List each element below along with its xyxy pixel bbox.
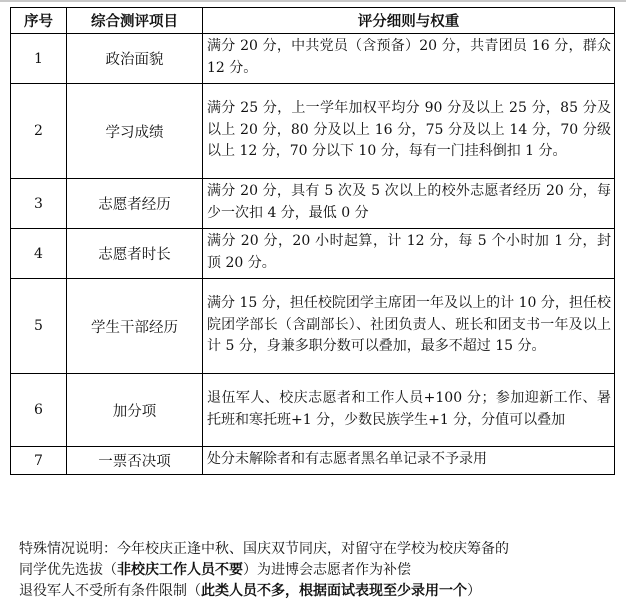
notes-line-2-pre: 同学优先选拔（: [19, 562, 117, 578]
row-rule: 满分 20 分，具有 5 次及 5 次以上的校外志愿者经历 20 分，每少一次扣 4 分，最低 0 分: [203, 179, 615, 229]
notes-line-3-bold: 此类人员不多，根据面试表现至少录用一个: [201, 583, 467, 599]
header-index: 序号: [11, 8, 67, 34]
row-rule: 退伍军人、校庆志愿者和工作人员+100 分；参加迎新工作、暑托班和寒托班+1 分，少数民族学生+1 分，分值可以叠加: [203, 374, 615, 447]
notes-line-2-bold: 非校庆工作人员不要: [117, 562, 243, 578]
header-rule: 评分细则与权重: [203, 8, 615, 34]
notes-line-3: [19, 581, 619, 602]
row-index: 3: [11, 179, 67, 229]
table-row: [11, 179, 615, 229]
evaluation-table: [10, 7, 615, 475]
table-row: [11, 447, 615, 475]
notes-line-2-post: ）为进博会志愿者作为补偿: [243, 562, 411, 578]
row-index: 6: [11, 374, 67, 447]
row-rule: 满分 15 分，担任校院团学主席团一年及以上的计 10 分，担任校院团学部长（含副部长）、社团负责人、班长和团支书一年及以上计 5 分，身兼多职分数可以叠加，最多不超过 15 分。: [203, 279, 615, 374]
row-index: 7: [11, 447, 67, 475]
row-index: 4: [11, 229, 67, 279]
row-rule: 满分 20 分，中共党员（含预备）20 分，共青团员 16 分，群众 12 分。: [203, 34, 615, 84]
table-row: [11, 34, 615, 84]
notes-line-3-post: ）: [467, 583, 481, 599]
row-item: 学生干部经历: [67, 279, 203, 374]
row-index: 2: [11, 84, 67, 179]
notes-line-3-pre: 退役军人不受所有条件限制（: [19, 583, 201, 599]
table-row: [11, 84, 615, 179]
top-border-line: [0, 0, 626, 2]
special-notes: [19, 539, 619, 602]
notes-line-1: 特殊情况说明：今年校庆正逢中秋、国庆双节同庆，对留守在学校为校庆筹备的: [19, 541, 509, 557]
row-index: 5: [11, 279, 67, 374]
row-item: 一票否决项: [67, 447, 203, 475]
header-item: 综合测评项目: [67, 8, 203, 34]
row-item: 政治面貌: [67, 34, 203, 84]
table-header-row: [11, 8, 615, 34]
table-row: [11, 229, 615, 279]
row-index: 1: [11, 34, 67, 84]
table-row: [11, 374, 615, 447]
row-item: 志愿者经历: [67, 179, 203, 229]
table-row: [11, 279, 615, 374]
row-rule: 处分未解除者和有志愿者黑名单记录不予录用: [203, 447, 615, 475]
row-rule: 满分 20 分，20 小时起算，计 12 分，每 5 个小时加 1 分，封顶 20 分。: [203, 229, 615, 279]
row-rule: 满分 25 分，上一学年加权平均分 90 分及以上 25 分，85 分及以上 20 分，80 分及以上 16 分，75 分及以上 14 分，70 分级以上 12 分，70 分以下 10 分，每有一门挂科倒扣 1 分。: [203, 84, 615, 179]
row-item: 学习成绩: [67, 84, 203, 179]
row-item: 志愿者时长: [67, 229, 203, 279]
notes-line-2: [19, 560, 619, 581]
row-item: 加分项: [67, 374, 203, 447]
